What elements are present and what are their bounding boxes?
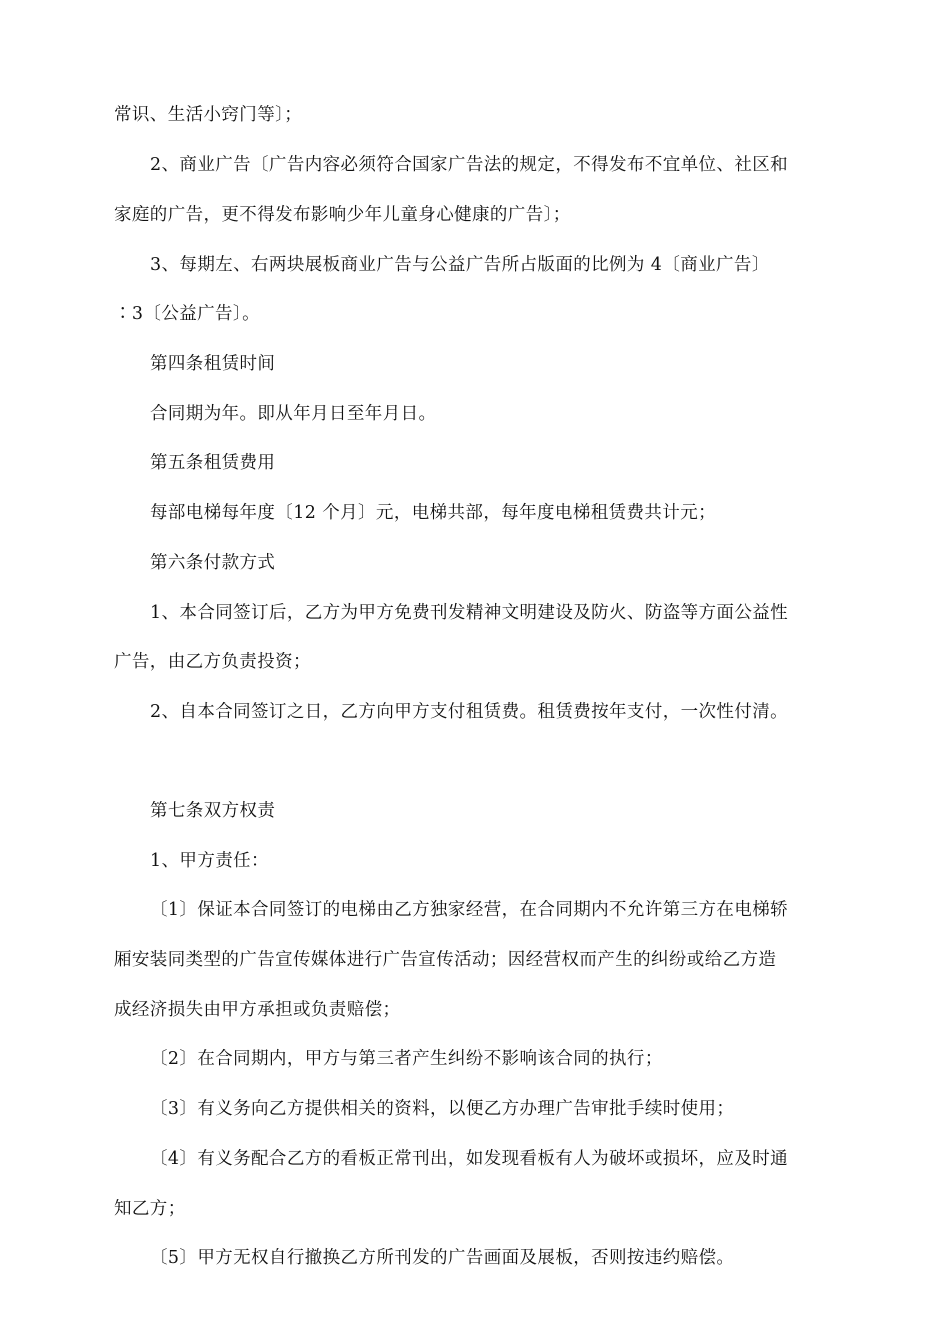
text-line-payment-2: 2、自本合同签订之日，乙方向甲方支付租赁费。租赁费按年支付，一次性付清。 — [150, 702, 789, 722]
text-line-family-ads: 家庭的广告，更不得发布影响少年儿童身心健康的广告〕； — [114, 205, 571, 225]
text-line-duty-5: 〔5〕甲方无权自行撤换乙方所刊发的广告画面及展板，否则按违约赔偿。 — [150, 1248, 735, 1268]
section-heading-article-7: 第七条双方权责 — [150, 801, 276, 821]
text-line-contract-period: 合同期为年。即从年月日至年月日。 — [150, 404, 437, 424]
text-line-rental-fee: 每部电梯每年度〔12 个月〕元，电梯共部，每年度电梯租赁费共计元； — [150, 503, 717, 523]
text-line-duty-4-cont: 知乙方； — [114, 1199, 186, 1219]
text-line-duty-1: 〔1〕保证本合同签订的电梯由乙方独家经营，在合同期内不允许第三方在电梯轿 — [150, 900, 789, 920]
text-line-common-sense-end: 常识、生活小窍门等〕； — [114, 105, 303, 125]
text-line-payment-1-cont: 广告，由乙方负责投资； — [114, 652, 311, 672]
section-heading-article-6: 第六条付款方式 — [150, 553, 276, 573]
text-line-duty-1-cont: 厢安装同类型的广告宣传媒体进行广告宣传活动；因经营权而产生的纠纷或给乙方造 — [114, 950, 777, 970]
text-line-duty-2: 〔2〕在合同期内，甲方与第三者产生纠纷不影响该合同的执行； — [150, 1049, 663, 1069]
text-line-party-a-duties: 1、甲方责任： — [150, 851, 269, 871]
text-line-duty-1-cont2: 成经济损失由甲方承担或负责赔偿； — [114, 1000, 401, 1020]
section-heading-article-5: 第五条租赁费用 — [150, 453, 276, 473]
text-line-ratio-cont: ∶3〔公益广告〕。 — [114, 304, 260, 324]
text-line-duty-3: 〔3〕有义务向乙方提供相关的资料，以便乙方办理广告审批手续时使用； — [150, 1099, 735, 1119]
text-line-payment-1: 1、本合同签订后，乙方为甲方免费刊发精神文明建设及防火、防盗等方面公益性 — [150, 603, 789, 623]
text-line-ad-ratio: 3、每期左、右两块展板商业广告与公益广告所占版面的比例为 4〔商业广告〕 — [150, 255, 770, 275]
text-line-commercial-ads: 2、商业广告〔广告内容必须符合国家广告法的规定，不得发布不宜单位、社区和 — [150, 155, 789, 175]
section-heading-article-4: 第四条租赁时间 — [150, 354, 276, 374]
text-line-duty-4: 〔4〕有义务配合乙方的看板正常刊出，如发现看板有人为破坏或损坏，应及时通 — [150, 1149, 789, 1169]
